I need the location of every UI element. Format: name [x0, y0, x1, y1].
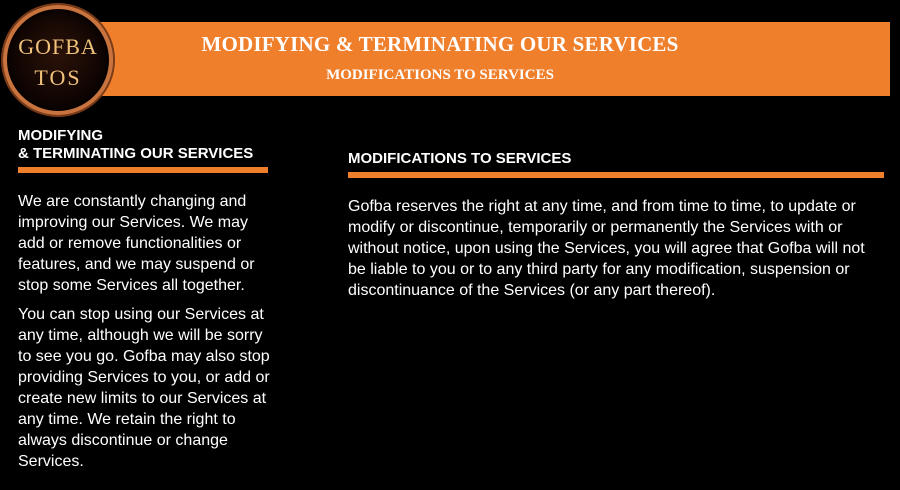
left-paragraph-1: We are constantly changing and improving our Services. We may add or remove functionalities or features, and we may suspend or stop some Services all together.	[18, 193, 255, 294]
left-heading-underline	[18, 167, 268, 173]
left-section	[18, 127, 270, 472]
gofba-tos-logo[interactable]	[3, 5, 113, 115]
right-section-heading: MODIFICATIONS TO SERVICES	[348, 150, 572, 167]
right-paragraph: Gofba reserves the right at any time, and from time to time, to update or modify or discontinue, temporarily or permanently the Services with or without notice, upon using the Services, you will agree that Gofba will not be liable to you or to any third party for any modification, suspension or discontinuance of the Services (or any part thereof).	[348, 198, 865, 299]
right-heading-underline	[348, 172, 884, 178]
banner-title: MODIFYING & TERMINATING OUR SERVICES	[201, 32, 679, 56]
left-paragraph-2: You can stop using our Services at any time, although we will be sorry to see you go. Gofba may also stop providing Services to you, or add or create new limits to our Services at any time. We retain the right to always discontinue or change Services.	[18, 306, 270, 470]
logo-text-line1: GOFBA	[18, 34, 98, 59]
header-banner	[60, 22, 890, 96]
logo-text-line2: TOS	[34, 65, 82, 90]
left-heading-line1: MODIFYING	[18, 127, 103, 144]
banner-subtitle: MODIFICATIONS TO SERVICES	[326, 67, 554, 83]
left-section-heading	[18, 127, 270, 163]
right-section	[348, 150, 884, 301]
left-heading-line2: & TERMINATING OUR SERVICES	[18, 145, 254, 162]
